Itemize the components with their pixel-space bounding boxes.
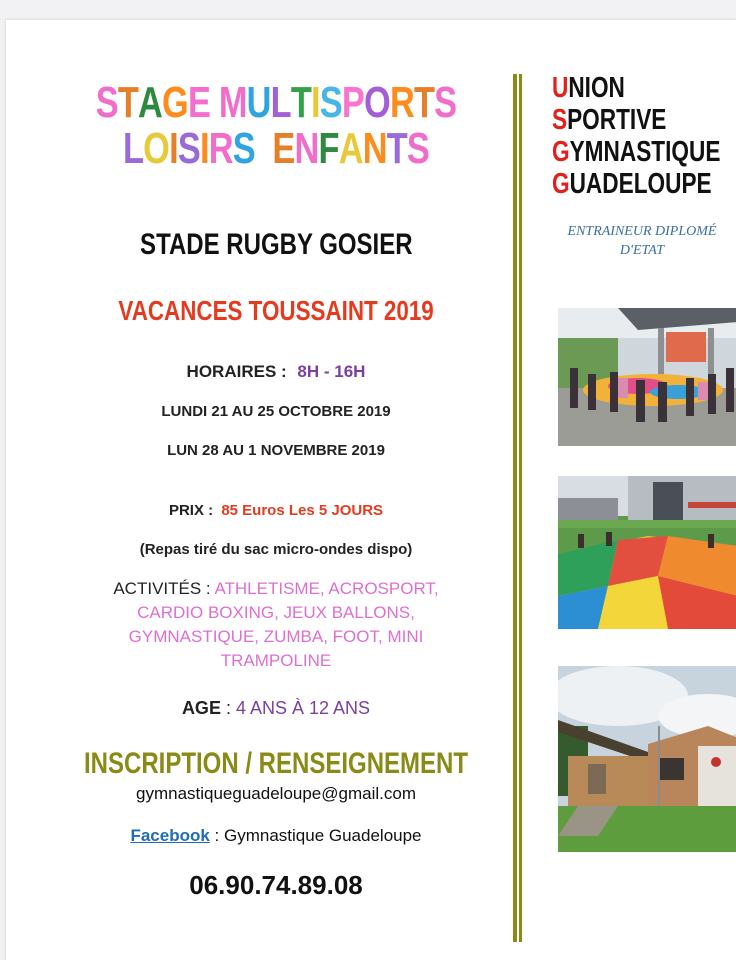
title-letter: L bbox=[122, 124, 144, 173]
title-letter: I bbox=[169, 124, 178, 173]
email[interactable]: gymnastiqueguadeloupe@gmail.com bbox=[136, 784, 416, 803]
title-letter: T bbox=[386, 124, 407, 173]
title-letter: T bbox=[290, 78, 312, 127]
price-row bbox=[6, 502, 546, 519]
age-row bbox=[6, 698, 546, 719]
activities-line-1 bbox=[6, 579, 546, 599]
venue: STADE RUGBY GOSIER bbox=[139, 228, 413, 261]
title-letter: R bbox=[208, 124, 233, 173]
title-letter: S bbox=[319, 78, 342, 127]
photo-parachute-canopy bbox=[558, 308, 736, 446]
registration-heading: INSCRIPTION / RENSEIGNEMENT bbox=[83, 747, 469, 780]
title-letter: T bbox=[117, 78, 139, 127]
title-letter: R bbox=[389, 78, 414, 127]
period: VACANCES TOUSSAINT 2019 bbox=[118, 295, 434, 326]
title-letter: P bbox=[341, 78, 365, 127]
meal-note: (Repas tiré du sac micro-ondes dispo) bbox=[139, 541, 413, 558]
venue-wrapper bbox=[6, 228, 546, 262]
title-line-1 bbox=[65, 78, 486, 128]
age-sep: : bbox=[220, 698, 236, 718]
photo-clubhouse bbox=[558, 666, 736, 852]
title-letter: L bbox=[270, 78, 291, 127]
title-letter bbox=[264, 124, 273, 174]
coach-line-2: D'ETAT bbox=[619, 243, 665, 258]
divider-bar-2 bbox=[519, 74, 522, 942]
flyer-page bbox=[6, 20, 736, 960]
title-letter: S bbox=[232, 124, 255, 173]
period-wrapper bbox=[6, 295, 546, 327]
club-line-union: UNION bbox=[552, 72, 625, 104]
title-letter: O bbox=[143, 124, 170, 173]
facebook-text: : Gymnastique Guadeloupe bbox=[209, 826, 422, 845]
activities-line-4: TRAMPOLINE bbox=[220, 651, 332, 670]
price-label: PRIX : bbox=[168, 502, 214, 519]
title-letter: M bbox=[218, 78, 247, 127]
hours-label: HORAIRES : bbox=[186, 362, 287, 381]
title-letter: E bbox=[187, 78, 211, 127]
title-letter: N bbox=[294, 124, 319, 173]
photo-parachute-field bbox=[558, 476, 736, 629]
title-letter: S bbox=[177, 124, 200, 173]
age-label: AGE bbox=[181, 698, 221, 718]
title-letter: S bbox=[95, 78, 118, 127]
title-letter: N bbox=[362, 124, 387, 173]
phone-number[interactable]: 06.90.74.89.08 bbox=[189, 870, 363, 900]
title-letter bbox=[255, 124, 264, 174]
registration-wrapper bbox=[6, 747, 546, 781]
title-letter: E bbox=[272, 124, 295, 173]
activities-text-1: ATHLETISME, ACROSPORT, bbox=[214, 579, 439, 598]
divider-bar-1 bbox=[513, 74, 517, 942]
date-line-1: LUNDI 21 AU 25 OCTOBRE 2019 bbox=[161, 403, 391, 420]
club-line-guadeloupe: GUADELOUPE bbox=[552, 168, 712, 200]
title-letter: U bbox=[246, 78, 271, 127]
title-letter bbox=[210, 78, 219, 128]
coach-line-1: ENTRAINEUR DIPLOMÉ bbox=[567, 224, 717, 239]
date-line-2: LUN 28 AU 1 NOVEMBRE 2019 bbox=[167, 442, 385, 459]
title-letter: F bbox=[318, 124, 339, 173]
coach-credential bbox=[546, 222, 736, 260]
facebook-row bbox=[6, 826, 546, 846]
age-value: 4 ANS À 12 ANS bbox=[235, 698, 371, 718]
hours-value: 8H - 16H bbox=[297, 362, 366, 381]
facebook-link[interactable]: Facebook bbox=[130, 826, 210, 845]
price-value: 85 Euros Les 5 JOURS bbox=[221, 502, 384, 519]
club-line-gymnastique: GYMNASTIQUE bbox=[552, 136, 721, 168]
title-letter: S bbox=[406, 124, 430, 173]
title-letter: G bbox=[162, 78, 188, 127]
title-letter: S bbox=[434, 78, 457, 127]
title-letter: A bbox=[138, 78, 163, 127]
title-letter: I bbox=[199, 124, 209, 173]
title-letter: T bbox=[413, 78, 435, 127]
title-letter: O bbox=[364, 78, 390, 127]
hours-row bbox=[6, 362, 546, 382]
activities-label: ACTIVITÉS : bbox=[113, 579, 211, 598]
activities-line-2: CARDIO BOXING, JEUX BALLONS, bbox=[137, 603, 415, 622]
title-letter: I bbox=[311, 78, 320, 127]
title-letter: A bbox=[338, 124, 363, 173]
club-line-sportive: SPORTIVE bbox=[552, 104, 667, 136]
activities-line-3: GYMNASTIQUE, ZUMBA, FOOT, MINI bbox=[128, 627, 424, 646]
title-line-2 bbox=[65, 124, 486, 174]
